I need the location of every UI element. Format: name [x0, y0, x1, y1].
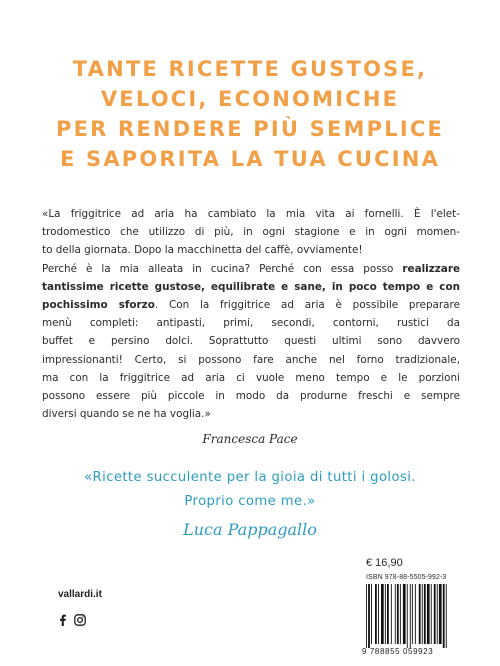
barcode-bar [375, 584, 377, 644]
barcode-bar [437, 584, 438, 644]
blurb-line: trodomestico che utilizzo di più, in ogni stagione e in ogni momen- [42, 226, 460, 239]
barcode-bar [400, 584, 401, 644]
blurb-line: impressionanti! Certo, si possono fare anche nel forno tradizionale, [42, 353, 460, 366]
barcode-bar [381, 584, 384, 644]
quote-line-2: Proprio come me.» [184, 494, 316, 509]
blurb-line: buffet e persino dolci. Soprattutto questi ultimi sono davvero [42, 335, 460, 348]
blurb-line: possono essere più piccole in modo da produrne freschi e sempre [42, 390, 460, 403]
barcode-digits: 9 788855 059923 [362, 647, 434, 656]
facebook-icon[interactable] [58, 614, 67, 626]
testimonial-signature: Luca Pappagallo [183, 520, 317, 539]
blurb-line: diversi quando se ne ha voglia.» [42, 408, 211, 421]
barcode-bar [395, 584, 396, 644]
barcode-bar [434, 584, 436, 644]
barcode-bar [443, 584, 445, 648]
barcode-bar [391, 584, 392, 644]
blurb-text: Perché è la mia alleata in cucina? Perché con essa posso [42, 262, 403, 275]
headline-line-4: E SAPORITA LA TUA CUCINA [59, 147, 441, 171]
barcode-bar [385, 584, 386, 644]
barcode-bar [427, 584, 430, 644]
blurb-line: ma con la friggitrice ad aria ci vuole meno tempo e le porzioni [42, 371, 460, 384]
barcode-bar [410, 584, 411, 648]
barcode-bar [378, 584, 379, 644]
barcode-bar [387, 584, 389, 644]
blurb-line [42, 296, 460, 314]
headline-line-1: TANTE RICETTE GUSTOSE, [72, 57, 428, 81]
blurb-text: . Con la friggitrice ad aria è possibile preparare [154, 299, 460, 312]
barcode [364, 584, 462, 648]
barcode-bar [419, 584, 421, 644]
barcode-bar [446, 584, 447, 648]
headline-line-3: PER RENDERE PIÙ SEMPLICE [56, 117, 444, 141]
instagram-icon[interactable] [74, 614, 86, 626]
barcode-bar [439, 584, 442, 644]
isbn-label: ISBN 978-88-5505-992-3 [366, 574, 447, 581]
barcode-bar [366, 584, 367, 648]
author-signature: Francesca Pace [202, 432, 298, 446]
blurb-bold-text: realizzare [402, 262, 460, 275]
barcode-bar [412, 584, 413, 644]
price-label: € 16,90 [366, 557, 403, 569]
barcode-bar [407, 584, 408, 648]
blurb-line: «La friggitrice ad aria ha cambiato la mia vita ai fornelli. È l'elet- [42, 208, 460, 220]
barcode-bar [371, 584, 372, 644]
barcode-bar [415, 584, 416, 644]
headline-line-2: VELOCI, ECONOMICHE [100, 87, 400, 111]
quote-line-1: «Ricette succulente per la gioia di tutti i golosi. [84, 470, 416, 485]
blurb-bold-text: pochissimo sforzo [42, 299, 155, 312]
publisher-website[interactable]: vallardi.it [58, 589, 102, 600]
testimonial-quote [0, 466, 500, 514]
blurb-line [42, 278, 460, 296]
blurb-line [42, 260, 460, 278]
back-cover-blurb [42, 205, 460, 423]
barcode-bar [368, 584, 370, 648]
barcode-bar [422, 584, 423, 644]
headline [0, 54, 500, 174]
social-links [58, 614, 86, 626]
barcode-bar [424, 584, 426, 644]
barcode-bar [431, 584, 432, 644]
blurb-line: menù completi: antipasti, primi, secondi, contorni, rustici da [42, 317, 460, 330]
blurb-line: to della giornata. Dopo la macchinetta del caffè, ovviamente! [42, 244, 363, 257]
barcode-bar [397, 584, 399, 644]
barcode-bar [403, 584, 406, 644]
blurb-bold-text: tantissime ricette gustose, equilibrate e sane, in poco tempo e con [42, 280, 460, 293]
